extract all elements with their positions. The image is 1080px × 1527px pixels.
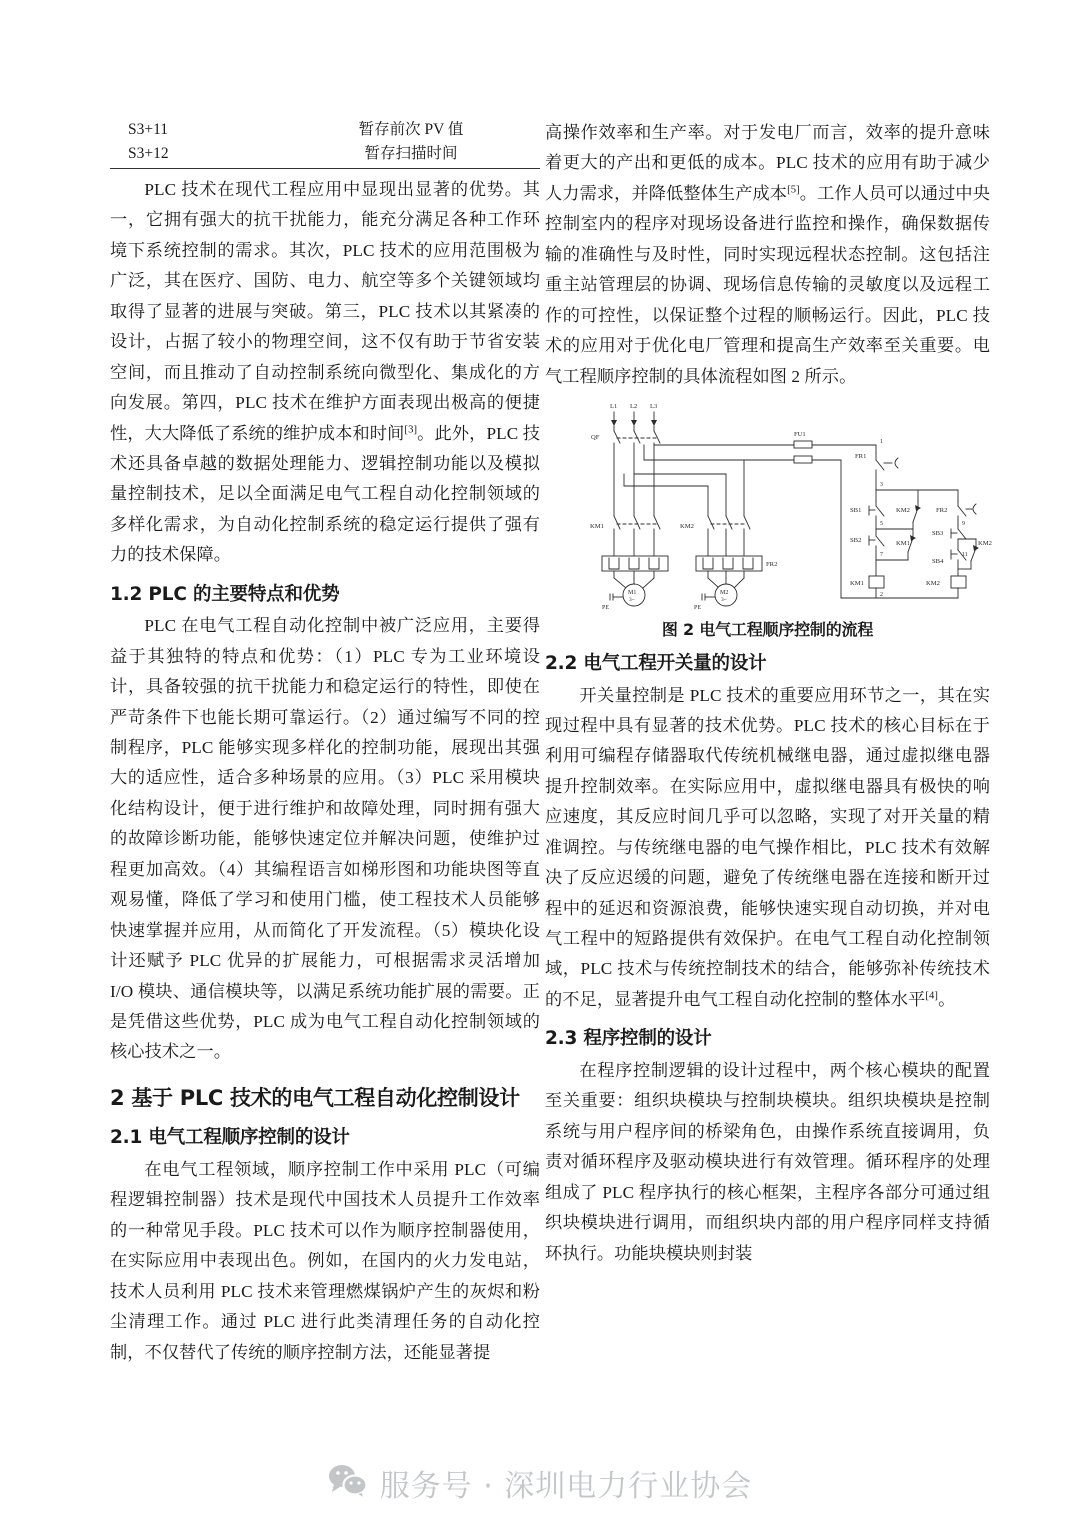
label-sb1: SB1 xyxy=(849,506,861,514)
right-column xyxy=(545,118,990,1368)
label-km1-coil: KM1 xyxy=(849,579,864,587)
label-l3: L3 xyxy=(649,402,657,410)
paragraph-plc-advantages xyxy=(110,175,540,571)
table-cell-address: S3+12 xyxy=(128,145,169,162)
citation-ref-4: [4] xyxy=(925,990,939,1002)
heading-2-2: 2.2 电气工程开关量的设计 xyxy=(545,652,767,674)
supply-lines xyxy=(611,412,660,516)
circuit-schematic-svg xyxy=(558,398,992,613)
label-km2-aux-2: KM2 xyxy=(977,539,992,547)
label-km2-main: KM2 xyxy=(679,522,694,530)
heading-2: 2 基于 PLC 技术的电气工程自动化控制设计 xyxy=(110,1085,520,1110)
node-1: 1 xyxy=(879,438,883,445)
paragraph-efficiency xyxy=(545,118,990,392)
label-qf: QF xyxy=(590,433,599,441)
figure-2-circuit-diagram xyxy=(545,398,990,613)
table-row xyxy=(110,118,540,142)
label-m1: M1 xyxy=(627,589,636,596)
paragraph-text: 高操作效率和生产率。对于发电厂而言，效率的提升意味着更大的产出和更低的成本。PLC 技术的应用有助于减少人力需求，并降低整体生产成本 xyxy=(545,123,990,203)
overload-relay-block-2 xyxy=(696,556,762,578)
label-m2: M2 xyxy=(719,589,728,596)
node-5: 5 xyxy=(879,520,883,527)
node-2: 2 xyxy=(879,591,883,598)
label-km1-main: KM1 xyxy=(589,522,604,530)
label-m1-phase: 3~ xyxy=(628,596,635,603)
heading-2-1: 2.1 电气工程顺序控制的设计 xyxy=(110,1127,350,1149)
paragraph-program-control: 在程序控制逻辑的设计过程中，两个核心模块的配置至关重要：组织块模块与控制块模块。组织块模块是控制系统与用户程序间的桥梁角色，由操作系统直接调用，负责对循环程序及驱动模块进行有效管理。循环程序的处理组成了 PLC 程序执行的核心框架，主程序各部分可通过组织块模块进行调用，而组织块内部的用户程序同样支持循环执行。功能块模块则封装 xyxy=(545,1060,990,1263)
node-7: 7 xyxy=(879,551,883,558)
label-fr2-block: FR2 xyxy=(765,560,777,568)
citation-ref-3: [3] xyxy=(404,423,418,435)
heading-1-2: 1.2 PLC 的主要特点和优势 xyxy=(110,583,340,605)
table-row xyxy=(110,142,540,166)
citation-ref-5: [5] xyxy=(787,184,800,196)
label-km1-aux: KM1 xyxy=(895,539,910,547)
two-column-layout xyxy=(0,118,1080,1368)
overload-relay-block-1 xyxy=(602,556,668,578)
footer-brand-text: 服务号 · 深圳电力行业协会 xyxy=(379,1469,753,1504)
heading-2-3: 2.3 程序控制的设计 xyxy=(545,1028,712,1050)
label-fr2: FR2 xyxy=(935,506,947,514)
node-11: 11 xyxy=(961,551,968,558)
label-m2-phase: 3~ xyxy=(720,596,727,603)
table-fragment xyxy=(110,118,540,166)
table-cell-description: 暂存扫描时间 xyxy=(364,145,458,162)
paragraph-switching-design xyxy=(545,681,990,1016)
branch-bus xyxy=(624,445,808,516)
label-km2-aux: KM2 xyxy=(895,506,910,514)
label-sb4: SB4 xyxy=(931,557,943,565)
label-l1: L1 xyxy=(609,402,617,410)
node-9: 9 xyxy=(961,520,965,527)
paragraph-plc-features: PLC 在电气工程自动化控制中被广泛应用，主要得益于其独特的特点和优势：（1）PLC 专为工业环境设计，具备较强的抗干扰能力和稳定运行的特性，即使在严苛条件下也能长期可靠运行。（2）通过编写不同的控制程序，PLC 能够实现多样化的控制功能，展现出其强大的适应性，适合多种场景的应用。（3）PLC 采用模块化结构设计，便于进行维护和故障处理，同时拥有强大的故障诊断功能，能够快速定位并解决问题，使维护过程更加高效。（4）其编程语言如梯形图和功能块图等直观易懂，降低了学习和使用门槛，使工程技术人员能够快速掌握并应用，从而简化了开发流程。（5）模块化设计还赋予 PLC 优异的扩展能力，可根据需求灵活增加 I/O 模块、通信模块等，以满足系统功能扩展的需要。正是凭借这些优势，PLC 成为电气工程自动化控制领域的核心技术之一。 xyxy=(110,616,540,1062)
diagram-labels xyxy=(590,403,992,611)
paragraph-text: PLC 技术在现代工程应用中显现出显著的优势。其一，它拥有强大的抗干扰能力，能充分满足各种工作环境下系统控制的需求。其次，PLC 技术的应用范围极为广泛，其在医疗、国防、电力、航空等多个关键领域均取得了显著的进展与突破。第三，PLC 技术以其紧凑的设计，占据了较小的物理空间，这不仅有助于节省安装空间，而且推动了自动控制系统向微型化、集成化的方向发展。第四，PLC 技术在维护方面表现出极高的便捷性，大大降低了系统的维护成本和时间 xyxy=(110,180,540,443)
contactor-km2-contacts xyxy=(708,516,750,558)
table-bottom-rule xyxy=(110,168,540,169)
label-sb3: SB3 xyxy=(931,529,943,537)
table-cell-address: S3+11 xyxy=(128,121,169,138)
label-pe-1: PE xyxy=(601,604,609,611)
paragraph-text-cont: 。工作人员可以通过中央控制室内的程序对现场设备进行监控和操作，确保数据传输的准确性与及时性，同时实现远程状态控制。这包括注重主站管理层的协调、现场信息传输的灵敏度以及远程工作的可控性，以保证整个过程的顺畅运行。因此，PLC 技术的应用对于优化电厂管理和提高生产效率至关重要。电气工程顺序控制的具体流程如图 2 所示。 xyxy=(545,183,990,386)
table-cell-description: 暂存前次 PV 值 xyxy=(358,121,464,138)
paragraph-text: 开关量控制是 PLC 技术的重要应用环节之一，其在实现过程中具有显著的技术优势。PLC 技术的核心目标在于利用可编程存储器取代传统机械继电器，通过虚拟继电器提升控制效率。在实际应用中，虚拟继电器具有极快的响应速度，其反应时间几乎可以忽略，实现了对开关量的精准调控。与传统继电器的电气操作相比，PLC 技术有效解决了反应迟缓的问题，避免了传统继电器在连接和断开过程中的延迟和资源浪费，能够快速实现自动切换，并对电气工程中的短路提供有效保护。在电气工程自动化控制领域，PLC 技术与传统控制技术的结合，能够弥补传统技术的不足，显著提升电气工程自动化控制的整体水平 xyxy=(545,685,990,1009)
fuse-fu1 xyxy=(794,441,876,598)
label-fr1: FR1 xyxy=(854,452,866,460)
label-km2-coil: KM2 xyxy=(925,579,940,587)
control-circuit xyxy=(841,445,979,598)
figure-caption: 图 2 电气工程顺序控制的流程 xyxy=(661,619,874,639)
paragraph-text-cont: 。此外，PLC 技术还具备卓越的数据处理能力、逻辑控制功能以及模拟量控制技术，足以全面满足电气工程自动化控制领域的多样化需求，为自动化控制系统的稳定运行提供了强有力的技术保障。 xyxy=(110,423,540,565)
label-fu1: FU1 xyxy=(793,430,806,438)
left-column xyxy=(110,118,540,1368)
contactor-km1-contacts xyxy=(614,516,660,558)
paragraph-text-cont: 。 xyxy=(938,989,956,1009)
label-pe-2: PE xyxy=(693,604,701,611)
label-sb2: SB2 xyxy=(849,536,861,544)
node-3: 3 xyxy=(879,481,883,488)
label-l2: L2 xyxy=(629,402,637,410)
paragraph-sequence-control: 在电气工程领域，顺序控制工作中采用 PLC（可编程逻辑控制器）技术是现代中国技术人员提升工作效率的一种常见手段。PLC 技术可以作为顺序控制器使用，在实际应用中表现出色。例如，在国内的火力发电站，技术人员利用 PLC 技术来管理燃煤锅炉产生的灰烬和粉尘清理工作。通过 PLC 进行此类清理任务的自动化控制，不仅替代了传统的顺序控制方法，还能显著提 xyxy=(110,1159,540,1362)
page-footer xyxy=(0,1461,1080,1505)
wechat-icon xyxy=(328,1464,368,1503)
